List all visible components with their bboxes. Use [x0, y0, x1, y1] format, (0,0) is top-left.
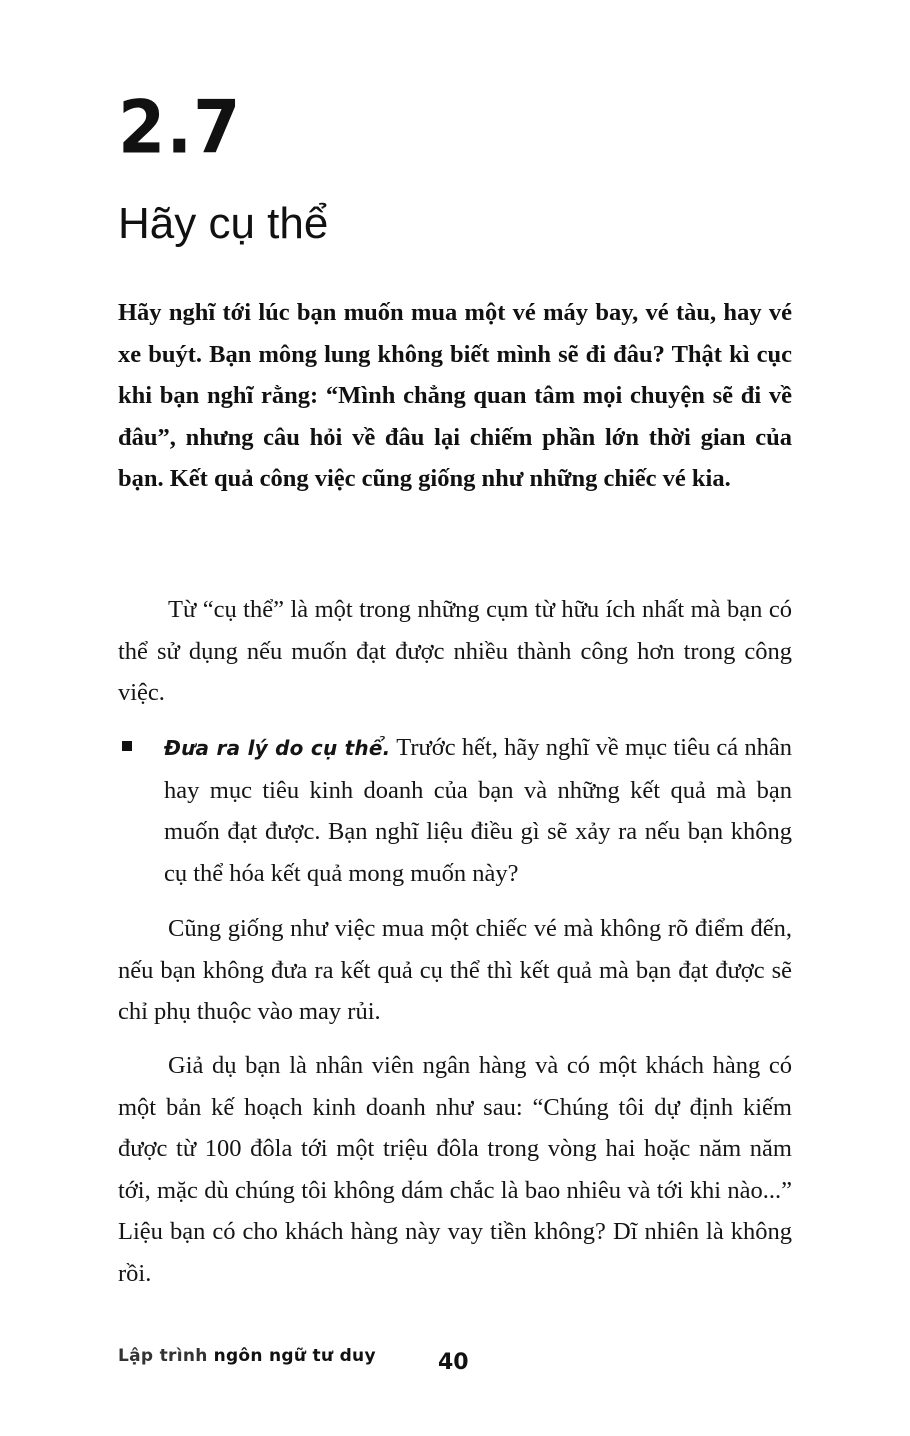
intro-paragraph: Hãy nghĩ tới lúc bạn muốn mua một vé máy bay, vé tàu, hay vé xe buýt. Bạn mông lung không biết mình sẽ đi đâu? Thật kì cục khi bạn nghĩ rằng: “Mình chẳng quan tâm mọi chuyện sẽ đi về đâu”, nhưng câu hỏi về đâu lại chiếm phần lớn thời gian của bạn. Kết quả công việc cũng giống như những chiếc vé kia.	[118, 299, 792, 492]
footer-title-part1: Lập trình	[118, 1346, 208, 1366]
bullet-text: Trước hết, hãy nghĩ về mục tiêu cá nhân hay mục tiêu kinh doanh của bạn và những kết quả mà bạn muốn đạt được. Bạn nghĩ liệu điều gì sẽ xảy ra nếu bạn không cụ thể hóa kết quả mong muốn này?	[164, 734, 792, 887]
chapter-number: 2.7	[118, 85, 242, 171]
bullet-content	[164, 727, 792, 894]
body-paragraph-1: Từ “cụ thể” là một trong những cụm từ hữu ích nhất mà bạn có thể sử dụng nếu muốn đạt được nhiều thành công hơn trong công việc.	[118, 596, 792, 706]
body-paragraph-3: Giả dụ bạn là nhân viên ngân hàng và có một khách hàng có một bản kế hoạch kinh doanh như sau: “Chúng tôi dự định kiếm được từ 100 đôla tới một triệu đôla trong vòng hai hoặc năm năm tới, mặc dù chúng tôi không dám chắc là bao nhiêu và tới khi nào...” Liệu bạn có cho khách hàng này vay tiền không? Dĩ nhiên là không rồi.	[118, 1052, 792, 1287]
bullet-item	[118, 727, 792, 894]
square-bullet-icon	[122, 741, 132, 751]
footer-title-part2: ngôn ngữ tư duy	[213, 1346, 376, 1366]
section-title: Hãy cụ thể	[118, 199, 329, 248]
body-paragraph-2: Cũng giống như việc mua một chiếc vé mà không rõ điểm đến, nếu bạn không đưa ra kết quả cụ thể thì kết quả mà bạn đạt được sẽ chỉ phụ thuộc vào may rủi.	[118, 915, 792, 1025]
bullet-title: Đưa ra lý do cụ thể.	[164, 736, 391, 760]
page-number: 40	[438, 1350, 469, 1375]
running-footer	[118, 1346, 376, 1366]
